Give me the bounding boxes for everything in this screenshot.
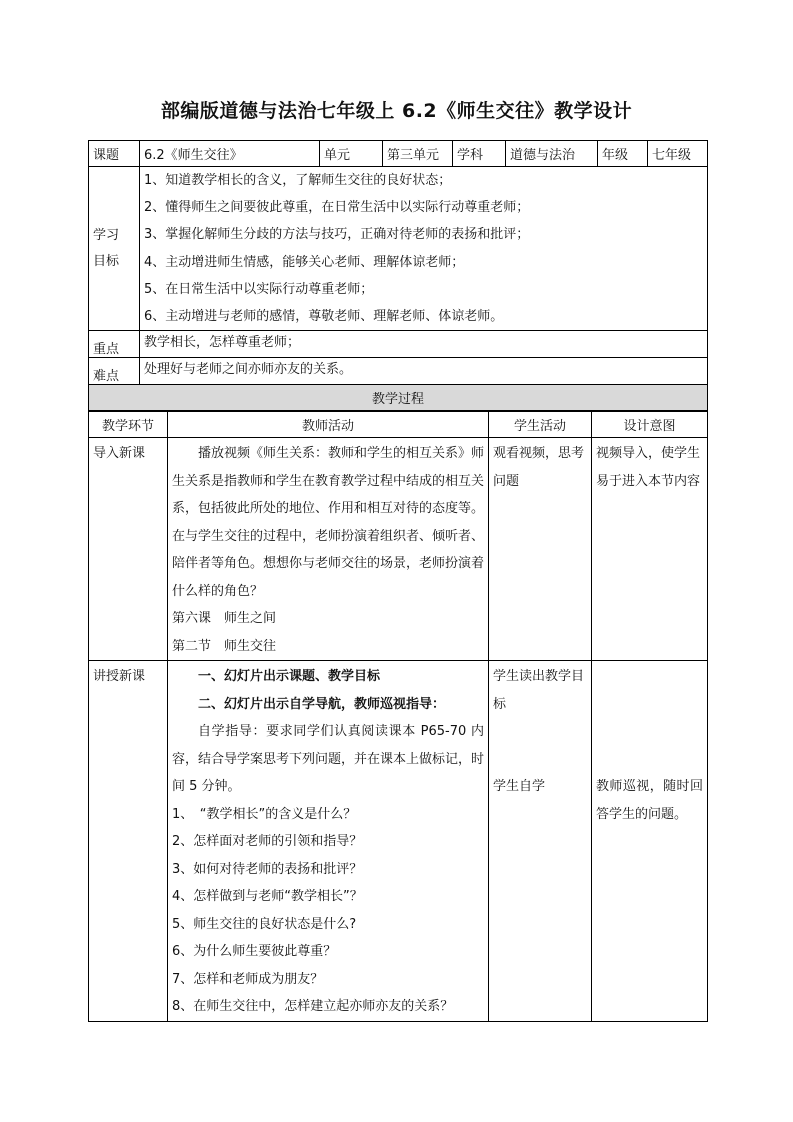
intro-lesson: 第六课 师生之间 [172,611,277,626]
key-point-label: 重点 [89,331,140,358]
intro-row [89,438,708,661]
teach-teacher-activity [168,661,489,1022]
goal-item: 5、在日常生活中以实际行动尊重老师； [144,281,374,297]
question-item: 6、为什么师生要彼此尊重？ [172,944,337,959]
teach-stage: 讲授新课 [89,661,168,1022]
intro-student-activity: 观看视频，思考问题 [489,438,592,661]
teach-student-activity [489,661,592,1022]
question-item: 3、如何对待老师的表扬和批评？ [172,861,363,877]
teach-row [89,661,708,1022]
goal-item: 1、知道教学相长的含义，了解师生交往的良好状态； [144,173,452,188]
difficulty-value: 处理好与老师之间亦师亦友的关系。 [140,358,708,385]
goals-list [140,167,708,331]
unit-label: 单元 [320,141,383,167]
info-row [89,141,708,167]
spacer [596,718,703,746]
intro-paragraph: 播放视频《师生关系：教师和学生的相互关系》师生关系是指教师和学生在教育教学过程中结成的相互关系，包括彼此所处的地位、作用和相互对待的态度等。在与学生交往的过程中，老师扮演着组织者、倾听者、陪伴者等角色。想想你与老师交往的场景，老师扮演着什么样的角色？ [172,446,485,599]
subject-label: 学科 [453,141,506,167]
question-item: 4、怎样做到与老师“教学相长”？ [172,889,363,904]
header-stage: 教学环节 [89,412,168,438]
intro-section: 第二节 师生交往 [172,638,277,654]
header-student: 学生活动 [489,412,592,438]
intro-teacher-activity [168,438,489,661]
key-point-value: 教学相长，怎样尊重老师； [140,331,708,358]
teach-design-intent [592,661,708,1022]
subject-value: 道德与法治 [506,141,598,167]
document-title: 部编版道德与法治七年级上 6.2《师生交往》教学设计 [160,100,633,122]
goal-item: 3、掌握化解师生分歧的方法与技巧，正确对待老师的表扬和批评； [144,227,530,243]
difficulty-label: 难点 [89,358,140,385]
teach-guide: 自学指导：要求同学们认真阅读课本 P65-70 内容，结合导学案思考下列问题，并在课本上做标记，时间 5 分钟。 [172,724,485,794]
question-item: 7、怎样和老师成为朋友？ [172,971,324,987]
goal-item: 2、懂得师生之间要彼此尊重，在日常生活中以实际行动尊重老师； [144,200,530,216]
spacer [596,691,703,719]
intro-stage: 导入新课 [89,438,168,661]
teach-student-self-study: 学生自学 [493,779,546,794]
teach-student-read: 学生读出教学目标 [493,669,585,712]
difficulty-row [89,358,708,385]
question-item: 5、师生交往的良好状态是什么? [172,916,357,932]
key-point-row [89,331,708,358]
question-item: 2、怎样面对老师的引领和指导？ [172,834,363,849]
header-teacher: 教师活动 [168,412,489,438]
question-item: 1、 “教学相长”的含义是什么？ [172,806,357,822]
goals-label-line2: 目标 [93,253,120,269]
spacer [493,746,587,774]
goals-row [89,167,708,331]
process-table [88,411,708,1022]
intro-design-intent: 视频导入，使学生易于进入本节内容 [592,438,708,661]
grade-label: 年级 [598,141,648,167]
process-title-row [89,385,708,411]
course-value: 6.2《师生交往》 [140,141,320,167]
process-header-row [89,412,708,438]
teach-intent-text: 教师巡视，随时回答学生的问题。 [596,779,703,822]
lesson-info-table [88,140,708,411]
goals-label [89,167,140,331]
process-title: 教学过程 [89,385,708,411]
teach-step2: 二、幻灯片出示自学导航，教师巡视指导： [198,696,446,712]
spacer [596,746,703,774]
header-intent: 设计意图 [592,412,708,438]
grade-value: 七年级 [648,141,708,167]
question-item: 8、在师生交往中，怎样建立起亦师亦友的关系？ [172,999,454,1014]
teach-step1: 一、幻灯片出示课题、教学目标 [198,669,381,684]
spacer [596,663,703,691]
unit-value: 第三单元 [383,141,453,167]
goals-label-line1: 学习 [93,227,120,243]
course-label: 课题 [89,141,140,167]
goal-item: 4、主动增进师生情感，能够关心老师、理解体谅老师； [144,254,465,270]
spacer [493,718,587,746]
goal-item: 6、主动增进与老师的感情，尊敬老师、理解老师、体谅老师。 [144,309,504,325]
